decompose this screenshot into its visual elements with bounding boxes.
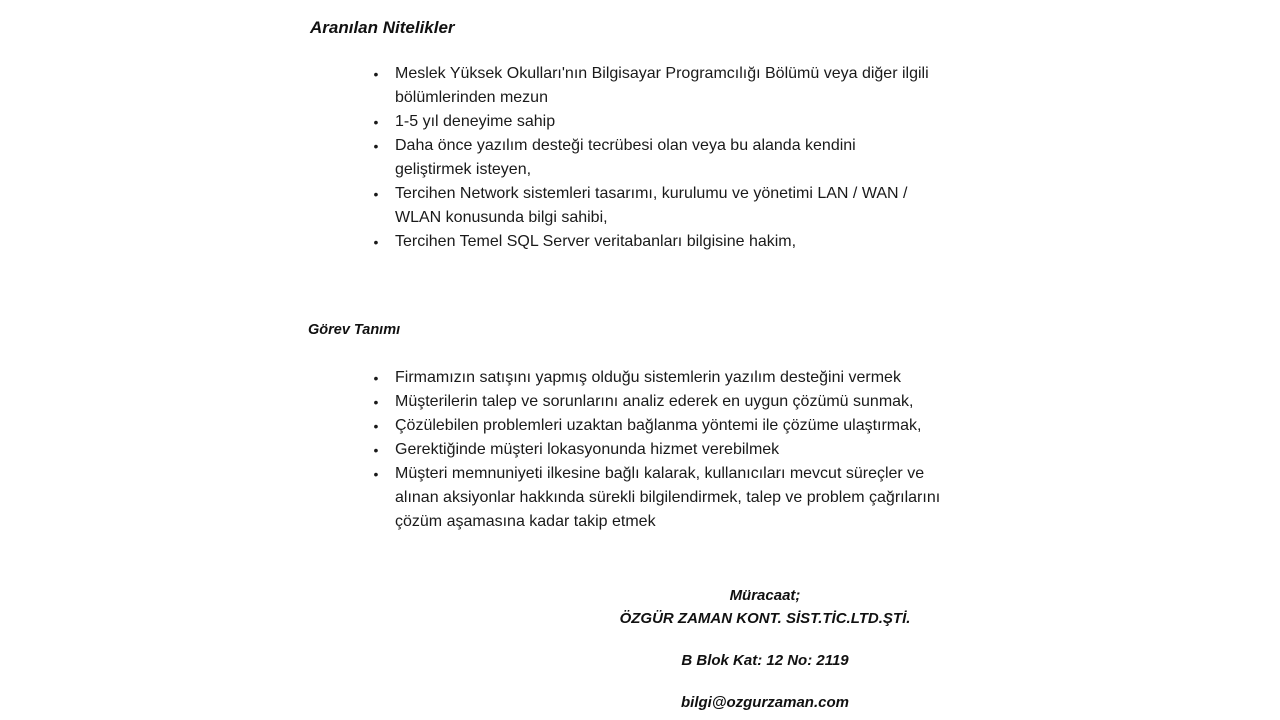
- list-item: • Tercihen Network sistemleri tasarımı, kurulumu ve yönetimi LAN / WAN / WLAN konusunda bilgi sahibi,: [370, 182, 930, 230]
- list-item: • Müşterilerin talep ve sorunlarını analiz ederek en uygun çözümü sunmak,: [370, 390, 960, 414]
- company-address: B Blok Kat: 12 No: 2119: [681, 652, 849, 669]
- bullet-icon: •: [373, 138, 379, 154]
- bullet-icon: •: [373, 466, 379, 482]
- list-item: • Daha önce yazılım desteği tecrübesi olan veya bu alanda kendini geliştirmek isteyen,: [370, 134, 930, 182]
- list-item: • 1-5 yıl deneyime sahip: [370, 110, 930, 134]
- bullet-icon: •: [373, 394, 379, 410]
- list-item: • Meslek Yüksek Okulları'nın Bilgisayar Programcılığı Bölümü veya diğer ilgili bölümlerinden mezun: [370, 62, 930, 110]
- contact-email[interactable]: bilgi@ozgurzaman.com: [681, 694, 849, 711]
- bullet-icon: •: [373, 418, 379, 434]
- company-name: ÖZGÜR ZAMAN KONT. SİST.TİC.LTD.ŞTİ.: [619, 610, 911, 627]
- application-label: Müracaat;: [729, 587, 801, 604]
- list-item: • Müşteri memnuniyeti ilkesine bağlı kalarak, kullanıcıları mevcut süreçler ve alınan aksiyonlar hakkında sürekli bilgilendirmek, talep ve problem çağrılarını çözüm aşamasına kadar takip etmek: [370, 462, 960, 534]
- bullet-icon: •: [373, 442, 379, 458]
- qualifications-heading: Aranılan Nitelikler: [310, 18, 455, 37]
- bullet-icon: •: [373, 370, 379, 386]
- list-item: • Çözülebilen problemleri uzaktan bağlanma yöntemi ile çözüme ulaştırmak,: [370, 414, 960, 438]
- list-item: • Firmamızın satışını yapmış olduğu sistemlerin yazılım desteğini vermek: [370, 366, 960, 390]
- qualifications-list: [370, 62, 930, 254]
- bullet-icon: •: [373, 114, 379, 130]
- job-description-heading: Görev Tanımı: [308, 322, 401, 338]
- bullet-icon: •: [373, 66, 379, 82]
- list-item: • Gerektiğinde müşteri lokasyonunda hizmet verebilmek: [370, 438, 960, 462]
- list-item: • Tercihen Temel SQL Server veritabanları bilgisine hakim,: [370, 230, 930, 254]
- bullet-icon: •: [373, 186, 379, 202]
- job-description-list: [370, 366, 960, 534]
- bullet-icon: •: [373, 234, 379, 250]
